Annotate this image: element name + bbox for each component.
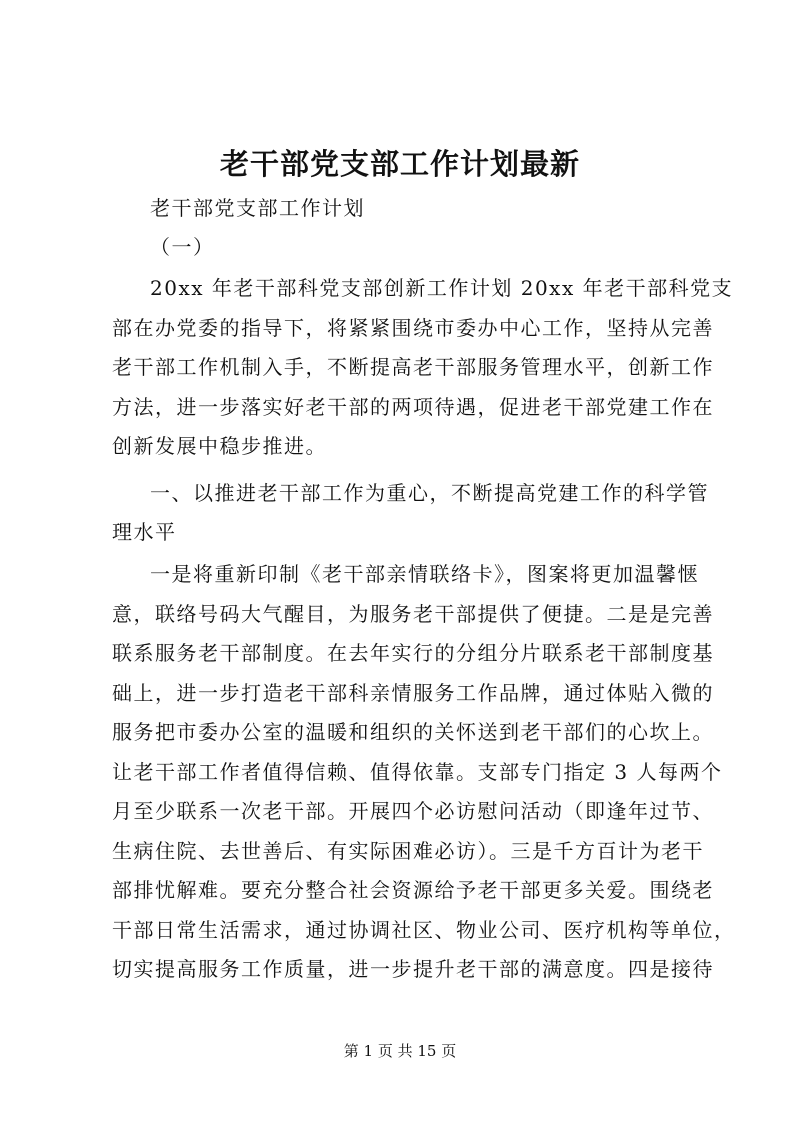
page-footer: 第 1 页 共 15 页 (343, 1042, 457, 1060)
heading-line: 一、以推进老干部工作为重心，不断提高党建工作的科学管 (150, 481, 709, 505)
body-line: 部排忧解难。要充分整合社会资源给予老干部更多关爱。围绕老 (112, 878, 714, 902)
body-line: 部在办党委的指导下，将紧紧围绕市委办中心工作，坚持从完善 (112, 316, 714, 340)
body-line: 创新发展中稳步推进。 (112, 434, 327, 458)
body-line: 一是将重新印制《老干部亲情联络卡》，图案将更加温馨惬 (150, 562, 699, 586)
body-line: 生病住院、去世善后、有实际困难必访）。三是千方百计为老干 (112, 839, 704, 863)
heading-line: 理水平 (112, 520, 177, 544)
body-line: 服务把市委办公室的温暖和组织的关怀送到老干部们的心坎上。 (112, 720, 714, 744)
body-line: 老干部工作机制入手，不断提高老干部服务管理水平，创新工作 (112, 355, 714, 379)
body-line: 20xx 年老干部科党支部创新工作计划 20xx 年老干部科党支 (150, 276, 734, 300)
body-line: 干部日常生活需求，通过协调社区、物业公司、医疗机构等单位， (112, 918, 736, 942)
body-line: 础上，进一步打造老干部科亲情服务工作品牌，通过体贴入微的 (112, 681, 714, 705)
document-title: 老干部党支部工作计划最新 (219, 147, 580, 181)
body-line: 切实提高服务工作质量，进一步提升老干部的满意度。四是接待 (112, 957, 714, 981)
body-line: 方法，进一步落实好老干部的两项待遇，促进老干部党建工作在 (112, 395, 714, 419)
body-line: 月至少联系一次老干部。开展四个必访慰问活动（即逢年过节、 (112, 799, 714, 823)
body-line: 联系服务老干部制度。在去年实行的分组分片联系老干部制度基 (112, 641, 714, 665)
document-subtitle: 老干部党支部工作计划 (150, 196, 365, 220)
body-line: 意，联络号码大气醒目，为服务老干部提供了便捷。二是是完善 (112, 602, 714, 626)
body-line: 让老干部工作者值得信赖、值得依靠。支部专门指定 3 人每两个 (112, 760, 723, 784)
section-marker: （一） (150, 235, 215, 259)
